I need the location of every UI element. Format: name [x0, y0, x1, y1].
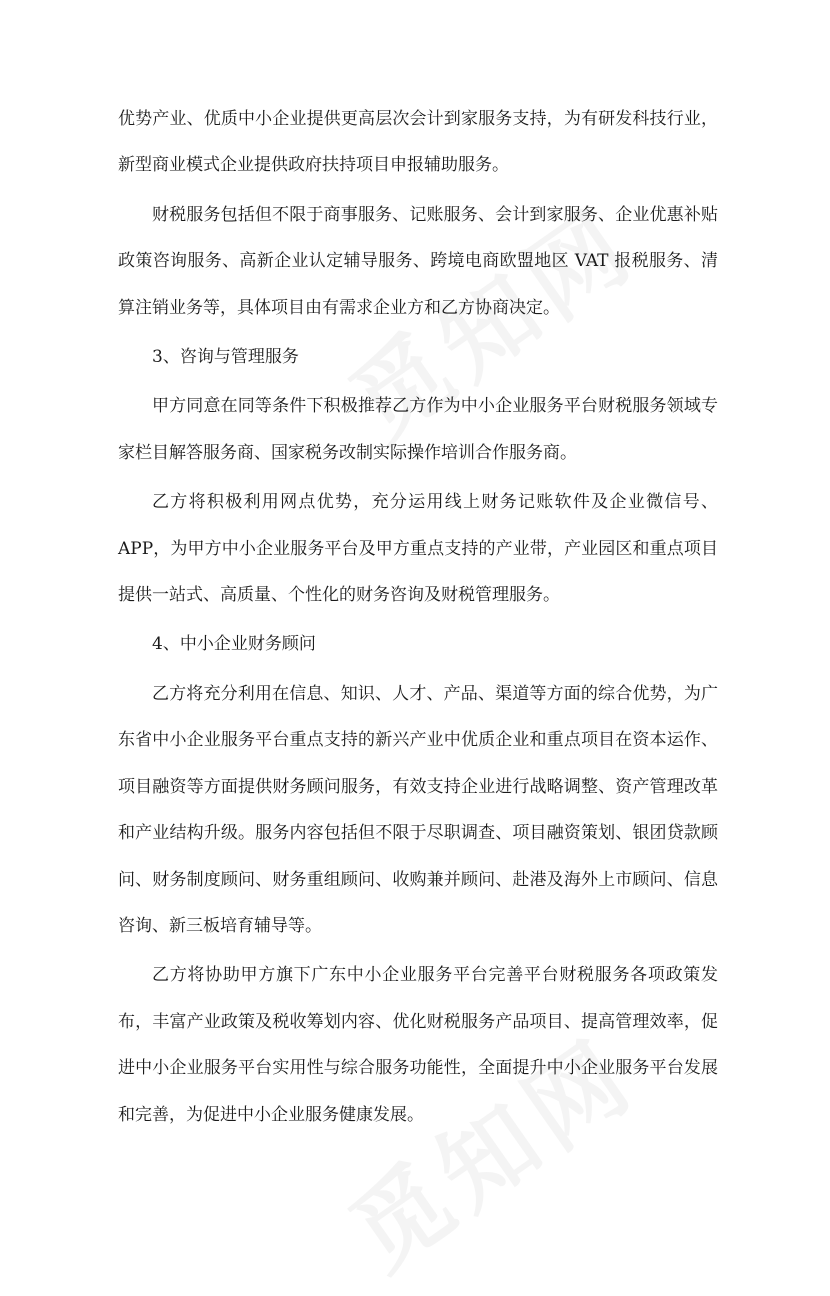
section-heading-financial-advisor: 4、中小企业财务顾问: [152, 634, 316, 655]
paragraph-recommendation: 甲方同意在同等条件下积极推荐乙方作为中小企业服务平台财税服务领域专家栏目解答服务商、国家税务改制实际操作培训合作服务商。: [118, 396, 718, 463]
section-heading-consulting: 3、咨询与管理服务: [152, 347, 299, 368]
paragraph-platform-support: 乙方将协助甲方旗下广东中小企业服务平台完善平台财税服务各项政策发布，丰富产业政策及税收筹划内容、优化财税服务产品项目、提高管理效率，促进中小企业服务平台实用性与综合服务功能性，全面提升中小企业服务平台发展和完善，为促进中小企业服务健康发展。: [118, 965, 718, 1125]
paragraph-financial-advisory: 乙方将充分利用在信息、知识、人才、产品、渠道等方面的综合优势，为广东省中小企业服务平台重点支持的新兴产业中优质企业和重点项目在资本运作、项目融资等方面提供财务顾问服务，有效支持企业进行战略调整、资产管理改革和产业结构升级。服务内容包括但不限于尽职调查、项目融资策划、银团贷款顾问、财务制度顾问、财务重组顾问、收购兼并顾问、赴港及海外上市顾问、信息咨询、新三板培育辅导等。: [118, 683, 718, 936]
document-body: [118, 96, 718, 1138]
paragraph-tax-services: 财税服务包括但不限于商事服务、记账服务、会计到家服务、企业优惠补贴政策咨询服务、高新企业认定辅导服务、跨境电商欧盟地区 VAT 报税服务、清算注销业务等，具体项目由有需求企业方和乙方协商决定。: [118, 204, 718, 318]
paragraph-network-advantage: 乙方将积极利用网点优势，充分运用线上财务记账软件及企业微信号、APP，为甲方中小企业服务平台及甲方重点支持的产业带，产业园区和重点项目提供一站式、高质量、个性化的财务咨询及财税管理服务。: [118, 492, 718, 606]
paragraph-continued: 优势产业、优质中小企业提供更高层次会计到家服务支持，为有研发科技行业，新型商业模式企业提供政府扶持项目申报辅助服务。: [118, 109, 718, 176]
